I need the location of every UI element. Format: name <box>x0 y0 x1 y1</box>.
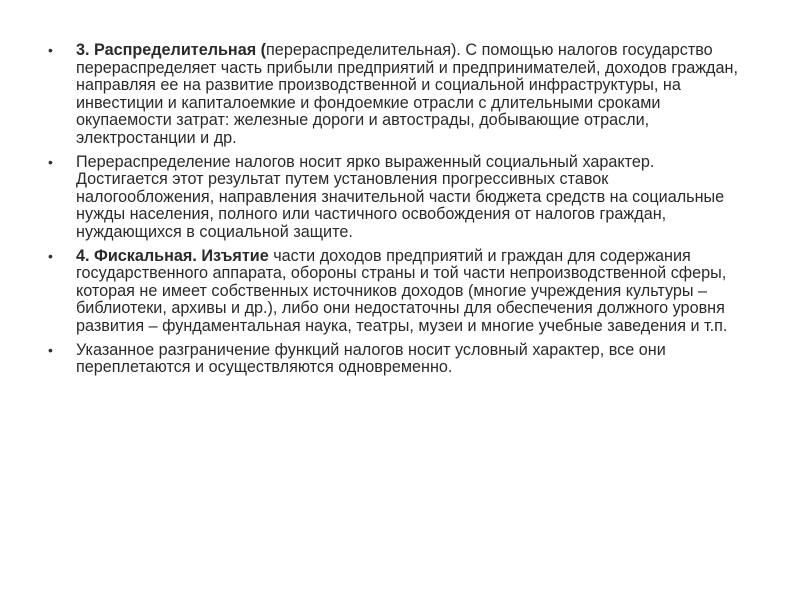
bullet-marker: • <box>48 42 53 58</box>
bullet-lead: 4. Фискальная. Изъятие <box>76 246 269 265</box>
bullet-item-conditional <box>0 342 800 377</box>
bullet-marker: • <box>48 153 53 170</box>
bullet-item-social-character <box>0 154 800 242</box>
bullet-text: части доходов предприятий и граждан для содержания государственного аппарата, обороны страны и той части непроизводственной сферы, которая не имеет собственных источников доходов (многие учреждения культуры – библиотеки, архивы и др.), либо они недостаточны для обеспечения должного уровня развития – фундаментальная наука, театры, музеи и многие учебные заведения и т.п. <box>76 246 728 335</box>
bullet-text: перераспределительная). С помощью налогов государство перераспределяет часть прибыли предприятий и предпринимателей, доходов граждан, направляя ее на развитие производственной и социальной инфраструктуры, на инвестиции и капиталоемкие и фондоемкие отрасли с длительными сроками окупаемости затрат: железные дороги и автострады, добывающие отрасли, электростанции и др. <box>76 41 738 147</box>
bullet-lead: 3. Распределительная ( <box>76 41 267 59</box>
bullet-item-redistributive <box>0 42 800 148</box>
bullet-item-fiscal <box>0 248 800 336</box>
bullet-text: Указанное разграничение функций налогов носит условный характер, все они переплетаются и осуществляются одновременно. <box>76 340 666 377</box>
bullet-list <box>0 42 800 383</box>
bullet-text: Перераспределение налогов носит ярко выраженный социальный характер. Достигается этот результат путем установления прогрессивных ставок налогообложения, направления значительной части бюджета средств на социальные нужды населения, полного или частичного освобождения от налогов граждан, нуждающихся в социальной защите. <box>76 152 725 241</box>
bullet-marker: • <box>48 341 53 358</box>
bullet-marker: • <box>48 247 53 264</box>
